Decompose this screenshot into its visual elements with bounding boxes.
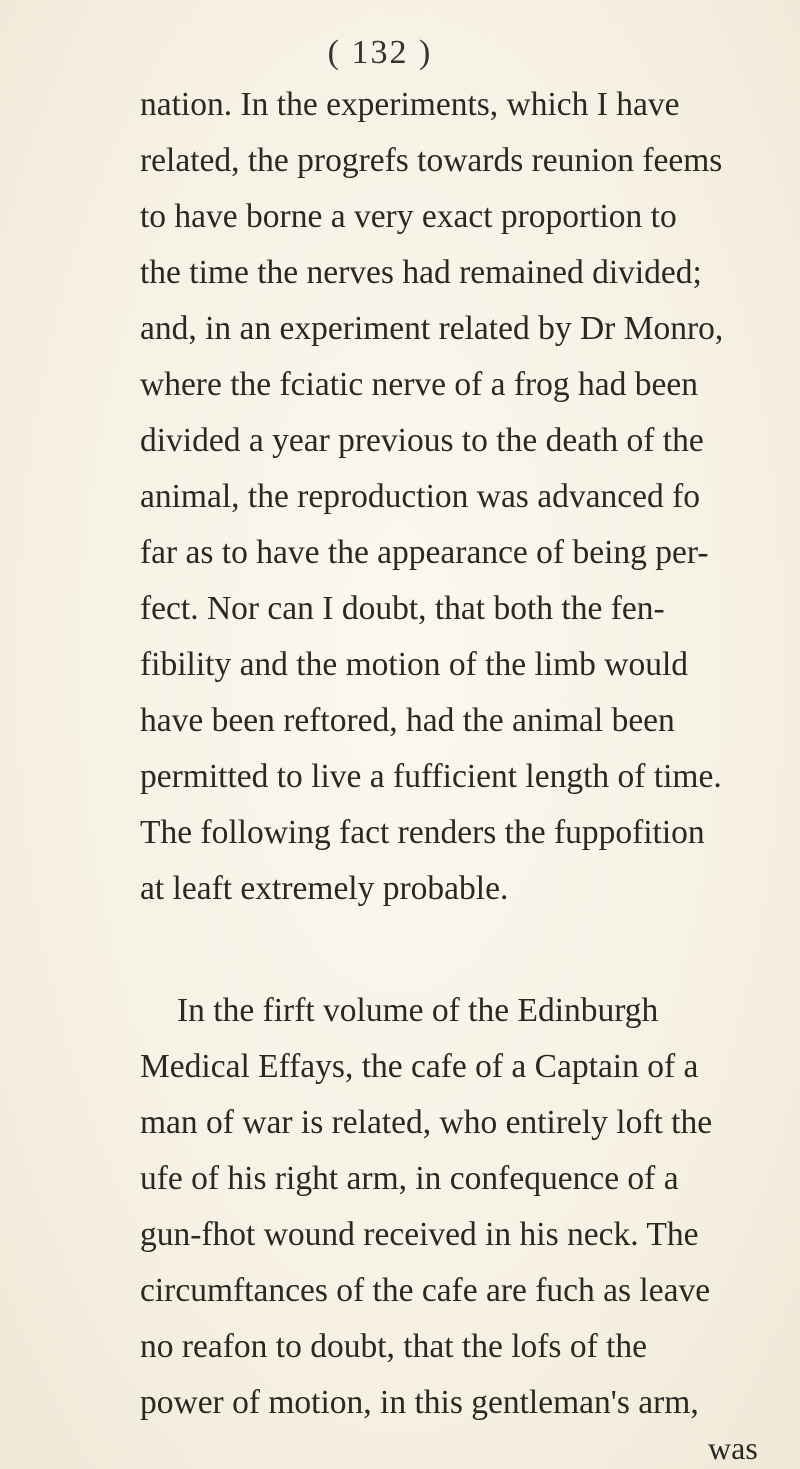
text-line: the time the nerves had remained divided; (140, 254, 702, 291)
text-line: fect. Nor can I doubt, that both the fen- (140, 590, 665, 627)
catchword: was (708, 1430, 758, 1466)
text-line: far as to have the appearance of being per- (140, 534, 709, 571)
text-line: In the firft volume of the Edinburgh (177, 992, 659, 1029)
text-line: man of war is related, who entirely loft the (140, 1104, 713, 1141)
text-line: to have borne a very exact proportion to (140, 198, 677, 235)
text-line: and, in an experiment related by Dr Monro, (140, 310, 724, 347)
text-line: fibility and the motion of the limb would (140, 646, 689, 683)
text-line: related, the progrefs towards reunion feems (140, 142, 723, 179)
text-line: Medical Effays, the cafe of a Captain of a (140, 1048, 699, 1085)
text-line: no reafon to doubt, that the lofs of the (140, 1328, 648, 1365)
page-number: ( 132 ) (327, 34, 433, 71)
text-line: where the fciatic nerve of a frog had been (140, 366, 699, 403)
text-line: permitted to live a fufficient length of time. (140, 758, 722, 795)
text-line: have been reftored, had the animal been (140, 702, 675, 739)
text-line: gun-fhot wound received in his neck. The (140, 1216, 699, 1253)
text-line: at leaft extremely probable. (140, 870, 509, 907)
text-line: divided a year previous to the death of the (140, 422, 704, 459)
text-line: power of motion, in this gentleman's arm, (140, 1384, 699, 1421)
text-line: circumftances of the cafe are fuch as leave (140, 1272, 711, 1309)
text-line: nation. In the experiments, which I have (140, 86, 680, 123)
text-line: animal, the reproduction was advanced fo (140, 478, 700, 515)
text-line: ufe of his right arm, in confequence of a (140, 1160, 679, 1197)
text-line: The following fact renders the fuppofition (140, 814, 705, 851)
